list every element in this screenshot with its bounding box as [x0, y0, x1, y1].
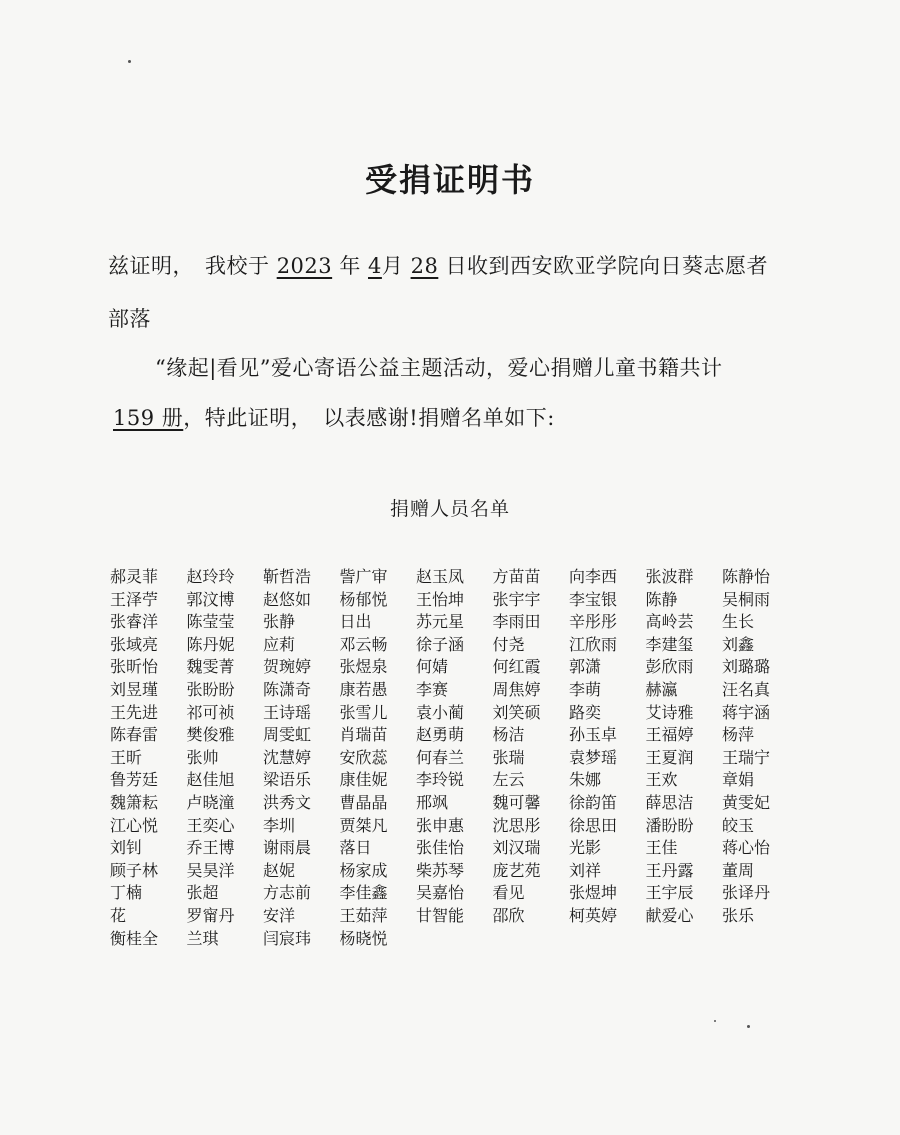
donor-name: 光影: [569, 838, 602, 858]
scan-speck: [714, 1020, 716, 1022]
donor-name: 赵佳旭: [186, 770, 235, 790]
donor-name: 吴桐雨: [722, 589, 771, 609]
donor-name: 吴嘉怡: [416, 883, 465, 903]
donor-name: 杨晓悦: [339, 928, 388, 948]
body-line-2: 部落: [108, 307, 151, 331]
donor-list: [110, 566, 800, 950]
donor-name: 苏元星: [416, 612, 465, 632]
donor-name: 周焦婷: [492, 679, 541, 699]
donor-name: 王瑞宁: [722, 747, 771, 767]
donor-name: 赫瀛: [645, 679, 678, 699]
donor-name: 汪名真: [722, 679, 771, 699]
donor-name: 谢雨晨: [263, 838, 312, 858]
donor-name: 付尧: [492, 634, 525, 654]
donor-name: 赵悠如: [263, 589, 312, 609]
donor-name: 李宝银: [569, 589, 618, 609]
donor-name: 贾桀凡: [339, 815, 388, 835]
donor-name: 刘汉瑞: [492, 838, 541, 858]
donor-name: 落日: [339, 838, 372, 858]
donor-name: 看见: [492, 883, 525, 903]
donor-name: 张雪儿: [339, 702, 388, 722]
donor-name: 日出: [339, 612, 372, 632]
donor-name: 陈静怡: [722, 567, 771, 586]
donor-name: 魏雯菁: [186, 657, 235, 677]
donor-name: 李建玺: [645, 634, 694, 654]
donor-name: 张超: [186, 883, 219, 903]
donor-name: 黄雯妃: [722, 792, 771, 812]
donor-name: 孙玉卓: [569, 725, 618, 745]
donor-name: 邢飒: [416, 792, 449, 812]
donor-name: 江欣雨: [569, 634, 618, 654]
donor-name: 刘昱瑾: [110, 679, 159, 699]
donor-name: 王泽苧: [110, 589, 159, 609]
donor-name: 何红霞: [492, 657, 541, 677]
donor-name: 张瑞: [492, 747, 525, 767]
donor-name: 魏可馨: [492, 792, 541, 812]
donor-name: 董周: [722, 860, 755, 880]
body-line-4: [113, 402, 555, 432]
donor-name: 潘盼盼: [645, 815, 694, 835]
donor-name: 曹晶晶: [339, 792, 388, 812]
donor-name: 艾诗雅: [645, 702, 694, 722]
donor-name: 洪秀文: [263, 792, 312, 812]
donor-list-title: 捐赠人员名单: [389, 498, 510, 520]
donor-name: 章娟: [722, 770, 755, 790]
donor-name: 方志前: [263, 883, 312, 903]
donor-name: 徐韵笛: [569, 792, 618, 812]
donor-name: 张波群: [645, 567, 694, 586]
donor-name: 沈慧婷: [263, 747, 312, 767]
donor-name: 张帅: [186, 747, 219, 767]
donor-name: 王昕: [110, 747, 143, 767]
donor-name: 柯英婷: [569, 905, 618, 925]
donor-name: 张译丹: [722, 883, 771, 903]
donor-name: 彭欣雨: [645, 657, 694, 677]
donor-name: 安欣蕊: [339, 747, 388, 767]
line1-prefix: 兹证明， 我校于: [108, 254, 270, 278]
donor-name: 王茹萍: [339, 905, 388, 925]
book-count: 159 册: [113, 406, 184, 430]
donor-name: 周雯虹: [263, 725, 312, 745]
donor-name: 杨洁: [492, 725, 525, 745]
donor-name: 刘璐璐: [722, 657, 771, 677]
donor-name: 张睿洋: [110, 612, 159, 632]
donor-name: 刘祥: [569, 860, 602, 880]
donor-name: 王奕心: [186, 815, 235, 835]
donor-name: 路奕: [569, 702, 602, 722]
donor-name: 张昕怡: [110, 657, 159, 677]
donor-name: 魏箫耘: [110, 792, 159, 812]
donor-name: 张乐: [722, 905, 755, 925]
donor-name: 康若愚: [339, 679, 388, 699]
donor-name: 沈思彤: [492, 815, 541, 835]
donor-name: 张煜泉: [339, 657, 388, 677]
donor-name: 徐子涵: [416, 634, 465, 654]
donor-name: 江心悦: [110, 815, 159, 835]
donor-name: 兰琪: [186, 928, 219, 948]
donor-name: 李萌: [569, 679, 602, 699]
donor-name: 祁可祯: [186, 702, 235, 722]
donor-name: 吴昊洋: [186, 860, 235, 880]
donor-name: 王先进: [110, 702, 159, 722]
page-title: 受捐证明书: [364, 161, 535, 199]
donor-name: 张佳怡: [416, 838, 465, 858]
donor-name: 向李西: [569, 567, 618, 586]
donor-name: 李圳: [263, 815, 296, 835]
donor-name: 杨萍: [722, 725, 755, 745]
donor-name: 闫宸玮: [263, 928, 312, 948]
donor-name: 丁楠: [110, 883, 143, 903]
donor-name: 安洋: [263, 905, 296, 925]
year-label: 年: [339, 254, 361, 278]
donor-name: 张宇宇: [492, 589, 541, 609]
scan-speck: [747, 1025, 750, 1028]
donor-name: 刘笑硕: [492, 702, 541, 722]
donor-name: 陈静: [645, 589, 678, 609]
donor-name: 花: [110, 905, 127, 925]
donor-name: 李雨田: [492, 612, 541, 632]
donor-name: 何婧: [416, 657, 449, 677]
donor-name: 献爱心: [645, 905, 694, 925]
date-month: 4: [368, 254, 382, 278]
donor-name: 张盼盼: [186, 679, 235, 699]
donor-name: 陈潇奇: [263, 679, 312, 699]
donor-name: 王丹露: [645, 860, 694, 880]
donor-name: 左云: [492, 770, 525, 790]
body-line-1: [108, 250, 768, 280]
donor-name: 邓云畅: [339, 634, 388, 654]
donor-name: 陈丹妮: [186, 634, 235, 654]
donor-name: 罗甯丹: [186, 905, 235, 925]
donor-name: 柴苏琴: [416, 860, 465, 880]
donor-name: 张静: [263, 612, 296, 632]
donor-name: 王佳: [645, 838, 678, 858]
donor-name: 衡桂全: [110, 928, 159, 948]
donor-name: 杨郁悦: [339, 589, 388, 609]
donor-name: 卢晓潼: [186, 792, 235, 812]
donor-name: 梁语乐: [263, 770, 312, 790]
donor-name: 李佳鑫: [339, 883, 388, 903]
donor-name: 王怡坤: [416, 589, 465, 609]
donor-name: 张域亮: [110, 634, 159, 654]
donor-name: 王诗瑶: [263, 702, 312, 722]
donor-name: 訾广审: [339, 567, 388, 586]
month-label: 月: [381, 254, 404, 278]
donor-name: 鲁芳廷: [110, 770, 159, 790]
donor-name: 李赛: [416, 679, 449, 699]
date-day: 28: [410, 254, 439, 278]
line1-suffix: 日收到西安欧亚学院向日葵志愿者: [445, 254, 768, 278]
line4-suffix: ，特此证明， 以表感谢!捐赠名单如下:: [183, 406, 555, 430]
donor-name: 辛彤彤: [569, 612, 618, 632]
donor-name: 陈春雷: [110, 725, 159, 745]
donor-name: 赵勇萌: [416, 725, 465, 745]
donor-name: 陈莹莹: [186, 612, 235, 632]
donor-name: 王夏润: [645, 747, 694, 767]
donor-name: 赵玉凤: [416, 567, 465, 586]
donor-name: 应莉: [263, 634, 296, 654]
donor-name: 赵妮: [263, 860, 296, 880]
donor-name: 康佳妮: [339, 770, 388, 790]
body-line-3: “缘起|看见”爱心寄语公益主题活动，爱心捐赠儿童书籍共计: [155, 356, 723, 380]
donor-name: 郭潇: [569, 657, 602, 677]
donor-name: 张煜坤: [569, 883, 618, 903]
donor-name: 方苗苗: [492, 567, 541, 586]
donor-name: 李玲锐: [416, 770, 465, 790]
donor-name: 袁梦瑶: [569, 747, 618, 767]
donor-name: 庞艺苑: [492, 860, 541, 880]
donor-name: 邵欣: [492, 905, 525, 925]
donor-name: 杨家成: [339, 860, 388, 880]
date-year: 2023: [276, 254, 333, 278]
donor-name: 何春兰: [416, 747, 465, 767]
donor-name: 朱娜: [569, 770, 602, 790]
donor-name: 靳哲浩: [263, 567, 312, 586]
donor-name: 顾子林: [110, 860, 159, 880]
donor-name: 郝灵菲: [110, 567, 159, 586]
donor-name: 高岭芸: [645, 612, 694, 632]
donor-name: 张申惠: [416, 815, 465, 835]
donor-name: 乔王博: [186, 838, 235, 858]
donor-name: 王福婷: [645, 725, 694, 745]
donor-name: 蒋心怡: [722, 838, 771, 858]
donor-name: 赵玲玲: [186, 567, 235, 586]
scan-speck: [128, 60, 131, 63]
donor-name: 樊俊雅: [186, 725, 235, 745]
donor-name: 蒋宇涵: [722, 702, 771, 722]
donor-name: 贺琬婷: [263, 657, 312, 677]
donor-name: 徐思田: [569, 815, 618, 835]
donor-name: 肖瑞苗: [339, 725, 388, 745]
donor-name: 王欢: [645, 770, 678, 790]
donor-name: 生长: [722, 612, 755, 632]
donor-name: 刘鑫: [722, 634, 755, 654]
donor-name: 袁小蔺: [416, 702, 465, 722]
donor-name: 郭汶博: [186, 589, 235, 609]
donor-name: 甘智能: [416, 905, 465, 925]
donor-name: 薛思洁: [645, 792, 694, 812]
donor-name: 刘钊: [110, 838, 143, 858]
donor-name: 王宇辰: [645, 883, 694, 903]
donor-name: 皎玉: [722, 815, 755, 835]
